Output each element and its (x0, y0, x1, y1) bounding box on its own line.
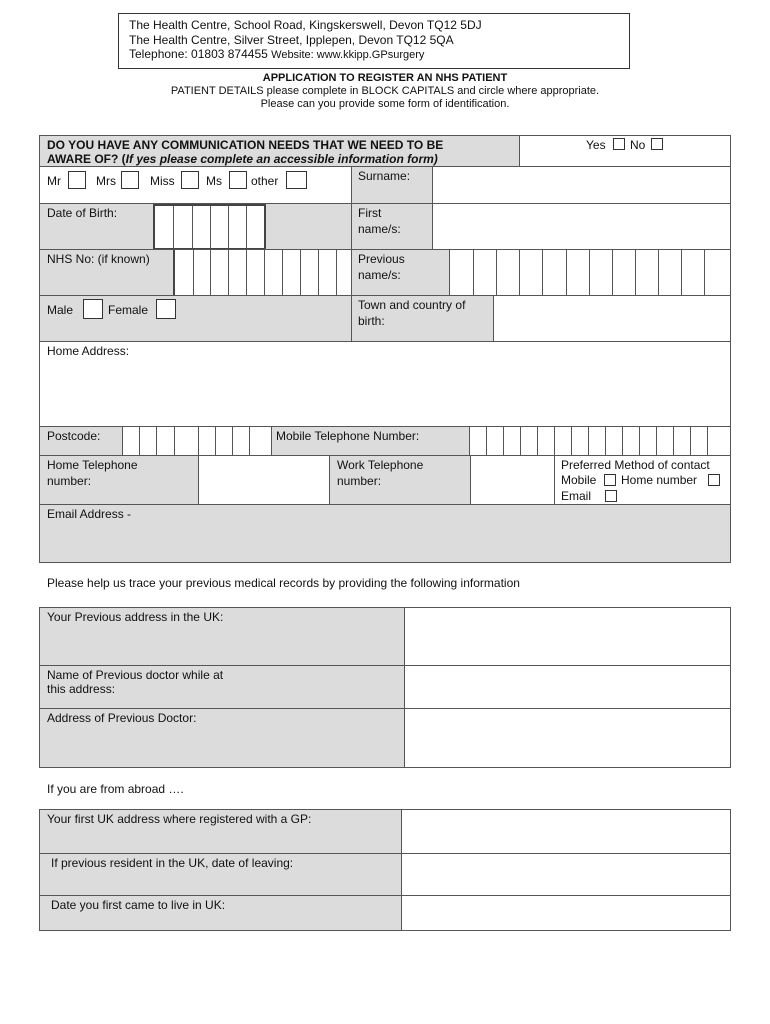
title-cell (39, 166, 352, 204)
title-mrs-checkbox[interactable] (121, 171, 139, 189)
home-address-input[interactable] (39, 341, 731, 427)
male-checkbox[interactable] (83, 299, 103, 319)
postcode-divider (198, 427, 199, 455)
home-tel-input[interactable] (198, 455, 330, 505)
mobile-label-cell (271, 427, 469, 455)
first-name-label-1: First (358, 206, 382, 220)
telephone-text: Telephone: 01803 874455 (129, 47, 268, 61)
letter-divider (612, 250, 613, 295)
first-name-label-cell (351, 203, 433, 250)
prev-doctor-address-label-cell (39, 708, 405, 768)
first-uk-address-input[interactable] (401, 809, 731, 854)
dob-digit-divider (192, 206, 193, 248)
home-address-label: Home Address: (47, 344, 130, 358)
letter-divider (519, 250, 520, 295)
date-came-input[interactable] (401, 895, 731, 931)
address-line-2: The Health Centre, Silver Street, Ipplepen, Devon TQ12 5QA (129, 33, 454, 47)
home-tel-label-cell (39, 455, 199, 505)
pref-email-label: Email (561, 489, 592, 503)
work-tel-label-1: Work Telephone (337, 458, 424, 472)
mobile-divider (707, 427, 708, 455)
birthplace-label-2: birth: (358, 314, 385, 328)
nhs-digit-divider (318, 250, 319, 296)
nhs-input-boxes[interactable] (173, 250, 352, 296)
mobile-divider (588, 427, 589, 455)
practice-address-box (118, 13, 630, 69)
dob-cell (39, 203, 352, 250)
female-label: Female (108, 303, 149, 317)
sex-cell (39, 295, 352, 342)
prev-address-label-cell (39, 607, 405, 666)
letter-divider (681, 250, 682, 295)
home-tel-label-2: number: (47, 474, 92, 488)
female-checkbox[interactable] (156, 299, 176, 319)
postcode-divider (156, 427, 157, 455)
nhs-digit-divider (336, 250, 337, 296)
letter-divider (589, 250, 590, 295)
date-leaving-label-cell (39, 853, 402, 896)
pref-mobile-checkbox[interactable] (604, 474, 616, 486)
previous-name-label-2: name/s: (358, 268, 401, 282)
communication-question-note: If yes please complete an accessible information form) (125, 152, 438, 166)
pref-email-checkbox[interactable] (605, 490, 617, 502)
previous-name-input[interactable] (449, 249, 731, 296)
title-mrs-label: Mrs (96, 174, 116, 188)
address-line-1: The Health Centre, School Road, Kingskerswell, Devon TQ12 5DJ (129, 18, 482, 32)
mobile-divider (622, 427, 623, 455)
mobile-divider (656, 427, 657, 455)
communication-needs-cell (39, 135, 520, 167)
communication-question-line1: DO YOU HAVE ANY COMMUNICATION NEEDS THAT WE NEED TO BE (47, 138, 444, 152)
nhs-cell (39, 249, 352, 296)
communication-question-prefix: AWARE OF? ( (47, 152, 126, 166)
website-text: Website: www.kkipp.GPsurgery (271, 49, 425, 61)
mobile-divider (537, 427, 538, 455)
postcode-mobile-row (39, 426, 731, 456)
birthplace-input[interactable] (493, 295, 731, 342)
email-input[interactable] (39, 504, 731, 563)
title-ms-label: Ms (206, 174, 222, 188)
nhs-digit-divider (300, 250, 301, 296)
postcode-divider (249, 427, 250, 455)
title-other-checkbox[interactable] (286, 171, 307, 189)
no-checkbox[interactable] (651, 138, 663, 150)
first-uk-address-label: Your first UK address where registered with a GP: (47, 812, 312, 826)
dob-digit-divider (246, 206, 247, 248)
postcode-label: Postcode: (47, 429, 101, 443)
work-tel-label-2: number: (337, 474, 382, 488)
no-label: No (630, 138, 646, 152)
letter-divider (496, 250, 497, 295)
mobile-divider (520, 427, 521, 455)
male-label: Male (47, 303, 74, 317)
mobile-divider (673, 427, 674, 455)
postcode-divider (215, 427, 216, 455)
abroad-intro: If you are from abroad …. (47, 782, 184, 796)
dob-label: Date of Birth: (47, 206, 118, 220)
prev-doctor-input[interactable] (404, 665, 731, 709)
nhs-digit-divider (210, 250, 211, 296)
mobile-divider (571, 427, 572, 455)
prev-doctor-label-2: this address: (47, 682, 116, 696)
surname-input[interactable] (432, 166, 731, 204)
date-leaving-input[interactable] (401, 853, 731, 896)
mobile-label: Mobile Telephone Number: (276, 429, 420, 443)
date-came-label-cell (39, 895, 402, 931)
dob-digit-divider (173, 206, 174, 248)
first-name-label-2: name/s: (358, 222, 401, 236)
surname-label-cell (351, 166, 433, 204)
mobile-divider (554, 427, 555, 455)
postcode-divider (174, 427, 175, 455)
communication-answer-cell (519, 135, 731, 167)
nhs-digit-divider (282, 250, 283, 296)
birthplace-label-cell (351, 295, 494, 342)
mobile-divider (605, 427, 606, 455)
letter-divider (473, 250, 474, 295)
postcode-divider (139, 427, 140, 455)
postcode-input-boxes[interactable] (122, 427, 271, 455)
preferred-contact-cell (554, 455, 731, 505)
prev-doctor-address-label: Address of Previous Doctor: (47, 711, 197, 725)
nhs-digit-divider (246, 250, 247, 296)
nhs-digit-divider (228, 250, 229, 296)
prev-doctor-label-cell (39, 665, 405, 709)
title-ms-checkbox[interactable] (229, 171, 247, 189)
dob-digit-divider (210, 206, 211, 248)
mobile-divider (639, 427, 640, 455)
form-id-request: Please can you provide some form of identification. (260, 98, 510, 110)
prev-doctor-label-1: Name of Previous doctor while at (47, 668, 224, 682)
nhs-label: NHS No: (if known) (47, 252, 150, 266)
form-instructions: PATIENT DETAILS please complete in BLOCK CAPITALS and circle where appropriate. (170, 85, 600, 97)
postcode-divider (232, 427, 233, 455)
dob-digit-divider (228, 206, 229, 248)
preferred-contact-label: Preferred Method of contact (561, 458, 710, 472)
previous-name-label-cell (351, 249, 450, 296)
letter-divider (635, 250, 636, 295)
surname-label: Surname: (358, 169, 411, 183)
title-miss-label: Miss (150, 174, 175, 188)
mobile-divider (503, 427, 504, 455)
title-other-label: other (251, 174, 279, 188)
yes-checkbox[interactable] (613, 138, 625, 150)
email-label: Email Address - (47, 507, 132, 521)
postcode-divider (122, 427, 123, 455)
home-tel-label-1: Home Telephone (47, 458, 138, 472)
mobile-divider (469, 427, 470, 455)
title-mr-label: Mr (47, 174, 61, 188)
title-miss-checkbox[interactable] (181, 171, 199, 189)
pref-mobile-label: Mobile (561, 473, 597, 487)
letter-divider (542, 250, 543, 295)
date-leaving-label: If previous resident in the UK, date of leaving: (51, 856, 294, 870)
form-title: APPLICATION TO REGISTER AN NHS PATIENT (262, 72, 508, 84)
first-uk-address-label-cell (39, 809, 402, 854)
pref-home-checkbox[interactable] (708, 474, 720, 486)
mobile-divider (690, 427, 691, 455)
work-tel-input[interactable] (470, 455, 555, 505)
yes-label: Yes (586, 138, 606, 152)
previous-name-label-1: Previous (358, 252, 405, 266)
nhs-digit-divider (193, 250, 194, 296)
postcode-label-cell (40, 427, 122, 455)
letter-divider (566, 250, 567, 295)
letter-divider (704, 250, 705, 295)
mobile-divider (486, 427, 487, 455)
first-name-input[interactable] (432, 203, 731, 250)
mobile-input-boxes[interactable] (469, 427, 731, 455)
nhs-digit-divider (264, 250, 265, 296)
prev-doctor-address-input[interactable] (404, 708, 731, 768)
telephone (129, 47, 424, 62)
title-mr-checkbox[interactable] (68, 171, 86, 189)
trace-intro: Please help us trace your previous medical records by providing the following information (47, 576, 520, 590)
date-came-label: Date you first came to live in UK: (51, 898, 226, 912)
prev-address-input[interactable] (404, 607, 731, 666)
work-tel-label-cell (329, 455, 471, 505)
pref-home-label: Home number (621, 473, 698, 487)
communication-question-line2 (47, 151, 438, 167)
letter-divider (658, 250, 659, 295)
prev-address-label: Your Previous address in the UK: (47, 610, 224, 624)
birthplace-label-1: Town and country of (358, 298, 466, 312)
dob-input-boxes[interactable] (153, 204, 266, 250)
